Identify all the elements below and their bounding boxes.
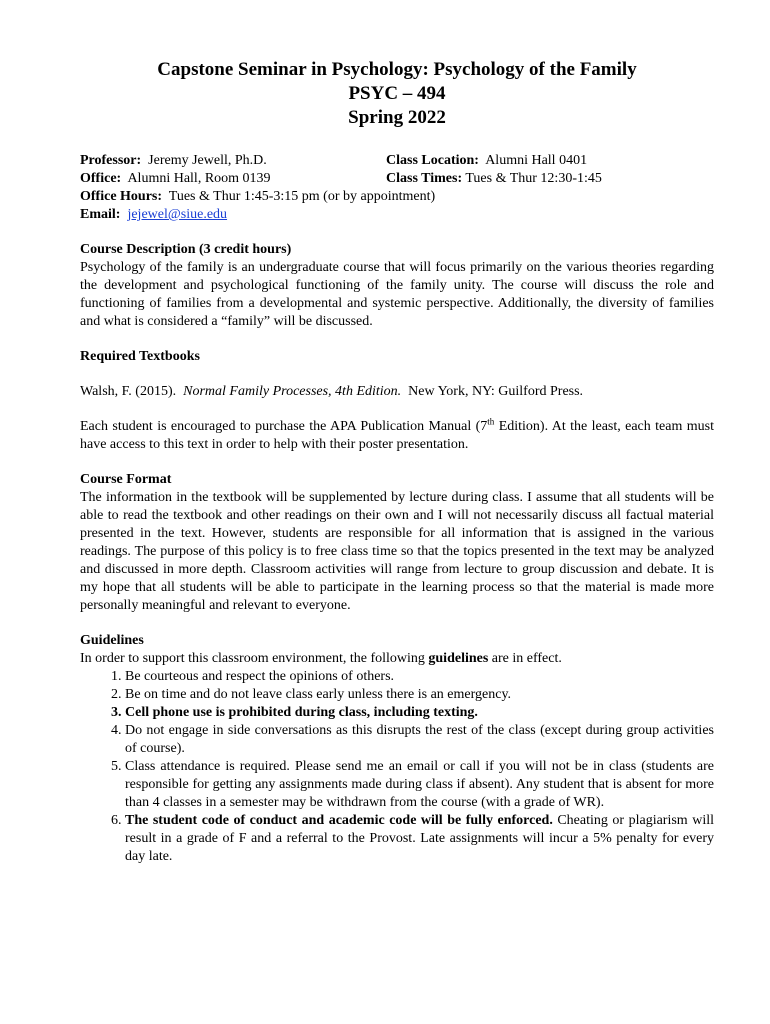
info-row-1	[80, 152, 714, 170]
guideline-item: 1. Be courteous and respect the opinions of others.	[125, 668, 714, 686]
guidelines-section	[80, 632, 714, 866]
citation-author: Walsh, F. (2015).	[80, 384, 177, 399]
apa-note-text-cont: Edition). At the least, each team must have access to this text in order to help with their poster presentation.	[80, 419, 714, 452]
professor-name: Jeremy Jewell, Ph.D.	[148, 153, 267, 168]
office-hours-label: Office Hours:	[80, 189, 163, 204]
location-label: Class Location:	[386, 153, 479, 168]
guideline-item: 2. Be on time and do not leave class early unless there is an emergency.	[125, 686, 714, 704]
class-times: Tues & Thur 12:30-1:45	[465, 171, 602, 186]
guidelines-intro	[80, 650, 714, 668]
textbooks-section	[80, 348, 714, 454]
office-hours-row	[80, 188, 714, 206]
course-format-heading: Course Format	[80, 472, 172, 487]
title-block	[80, 58, 714, 130]
syllabus-page	[80, 58, 714, 866]
guideline-item	[125, 812, 714, 866]
citation-title: Normal Family Processes, 4th Edition.	[183, 384, 402, 399]
office-hours: Tues & Thur 1:45-3:15 pm (or by appointment)	[168, 189, 436, 204]
course-format-section	[80, 471, 714, 615]
guideline-item-rest: Cheating or plagiarism will result in a grade of F and a referral to the Provost. Late assignments will incur a 5% penalty for every day late.	[125, 813, 714, 864]
professor-label: Professor:	[80, 153, 142, 168]
apa-note-superscript: th	[487, 416, 495, 427]
course-info	[80, 152, 714, 224]
course-description-section	[80, 241, 714, 331]
info-row-2	[80, 170, 714, 188]
guideline-item: 4. Do not engage in side conversations as this disrupts the rest of the class (except during group activities of course).	[125, 722, 714, 758]
guidelines-intro-bold: guidelines	[428, 651, 489, 666]
guideline-item: 5. Class attendance is required. Please send me an email or call if you will not be in class (students are responsible for getting any assignments made during class if absent). Any student that is absent for more than 4 classes in a semester may be withdrawn from the course (with a grade of WR).	[125, 758, 714, 812]
email-label: Email:	[80, 207, 121, 222]
citation-publisher: New York, NY: Guilford Press.	[408, 384, 584, 399]
apa-note-text: Each student is encouraged to purchase the APA Publication Manual (7	[80, 419, 488, 434]
course-description-text: Psychology of the family is an undergraduate course that will focus primarily on the various theories regarding the development and psychological functioning of the family unity. The course will discuss the role and functioning of families from a developmental and systemic perspective. Additionally, the diversity of families and what is considered a “family” will be discussed.	[80, 260, 714, 329]
office-location: Alumni Hall, Room 0139	[127, 171, 271, 186]
guidelines-list	[80, 668, 714, 866]
guideline-item: 3. Cell phone use is prohibited during class, including texting.	[125, 704, 714, 722]
guidelines-heading: Guidelines	[80, 633, 144, 648]
course-term: Spring 2022	[348, 107, 446, 128]
guideline-item-bold: The student code of conduct and academic code will be fully enforced.	[125, 813, 553, 828]
times-label: Class Times:	[386, 171, 463, 186]
office-label: Office:	[80, 171, 122, 186]
course-code: PSYC – 494	[348, 83, 446, 104]
course-title: Capstone Seminar in Psychology: Psychology of the Family	[157, 59, 637, 80]
course-format-text: The information in the textbook will be supplemented by lecture during class. I assume that all students will be able to read the textbook and other readings on their own and I will not necessarily discuss all factual material presented in the text. However, students are responsible for all information that is assigned in the various readings. The purpose of this policy is to free class time so that the topics presented in the text may be analyzed and discussed in more depth. Classroom activities will range from lecture to group discussion and debate. It is my hope that all students will be able to participate in the learning process so that the material is made more personally meaningful and relevant to everyone.	[80, 490, 714, 613]
email-row	[80, 206, 714, 224]
textbook-citation	[80, 383, 714, 401]
apa-manual-note	[80, 418, 714, 454]
course-description-heading: Course Description (3 credit hours)	[80, 242, 292, 257]
guidelines-intro-end: are in effect.	[488, 651, 562, 666]
textbooks-heading: Required Textbooks	[80, 349, 200, 364]
email-link[interactable]: jejewel@siue.edu	[127, 207, 228, 222]
guidelines-intro-text: In order to support this classroom environment, the following	[80, 651, 429, 666]
class-location: Alumni Hall 0401	[485, 153, 588, 168]
